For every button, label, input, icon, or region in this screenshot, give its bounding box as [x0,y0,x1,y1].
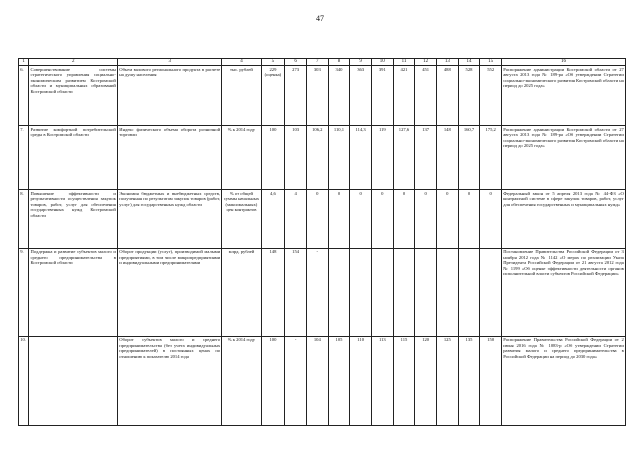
header-cell: 13 [436,59,458,66]
year-value-cell: 0 [328,190,350,248]
row-number: 10. [19,336,29,425]
year-value-cell: 127,6 [393,126,415,190]
year-value-cell: 421 [393,66,415,126]
row-number: 9. [19,248,29,336]
header-cell: 5 [261,59,285,66]
source-document-cell: Распоряжение администрации Костромской области от 27 августа 2013 года № 189-ра «Об утверждении Стратегии социально-экономического развития Костромской области на период до 2025 года» [502,126,626,190]
year-value-cell: 0 [480,190,502,248]
indicator-cell: Индекс физического объема оборота розничной торговли [118,126,222,190]
base-value-cell: 4,6 [261,190,285,248]
year-value-cell [436,248,458,336]
year-value-cell: 154 [285,248,307,336]
year-value-cell: 103 [285,126,307,190]
year-value-cell: 4 [285,190,307,248]
year-value-cell [328,248,350,336]
table-row [19,336,626,425]
indicator-cell: Оборот субъектов малого и среднего предпринимательства (без учета индивидуальных предпринимателей) в постоянных ценах по отношению к показателю 2014 года [118,336,222,425]
base-value-cell: 100 [261,336,285,425]
year-value-cell [480,248,502,336]
unit-cell: % к 2014 году [222,336,261,425]
year-value-cell [350,248,372,336]
year-value-cell: 115 [393,336,415,425]
year-value-cell: 137 [415,126,437,190]
year-value-cell: 552 [480,66,502,126]
row-number: 8. [19,190,29,248]
header-cell: 10 [371,59,393,66]
indicator-cell: Экономия бюджетных и внебюджетных средств, полученная по результатам закупок товаров (работ, услуг) для государственных нужд области [118,190,222,248]
indicators-table [18,58,626,426]
year-value-cell: 150 [480,336,502,425]
header-cell: 16 [502,59,626,66]
year-value-cell [371,248,393,336]
task-cell: Развитие комфортной потребительской среды в Костромской области [29,126,118,190]
header-cell: 2 [29,59,118,66]
year-value-cell: 110,1 [328,126,350,190]
header-cell: 7 [306,59,328,66]
year-value-cell: 0 [350,190,372,248]
base-value-cell: 229 (оценка) [261,66,285,126]
unit-cell: тыс. рублей [222,66,261,126]
unit-cell: % от общей суммы начальных (максимальных) цен контрактов [222,190,261,248]
page-number: 47 [316,14,324,23]
table-row [19,248,626,336]
header-cell: 11 [393,59,415,66]
year-value-cell: 0 [371,190,393,248]
year-value-cell: 273 [285,66,307,126]
header-cell: 15 [480,59,502,66]
header-cell: 9 [350,59,372,66]
year-value-cell: 125 [436,336,458,425]
header-cell: 6 [285,59,307,66]
year-value-cell: - [306,248,328,336]
unit-cell: % к 2014 году [222,126,261,190]
year-value-cell: - [285,336,307,425]
year-value-cell: 160,7 [458,126,480,190]
base-value-cell: 148 [261,248,285,336]
header-cell: 1 [19,59,29,66]
source-document-cell: Распоряжение Правительства Российской Федерации от 2 июня 2016 года № 1083-р «Об утверждении Стратегии развития малого и среднего предпринимательства в Российской Федерации на период до 2030 года» [502,336,626,425]
year-value-cell: 119 [371,126,393,190]
year-value-cell: 340 [328,66,350,126]
year-value-cell [393,248,415,336]
task-cell: Совершенствование системы стратегического управления социально-экономическим развитием Костромской области и муниципальных образований Костромской области [29,66,118,126]
year-value-cell: 0 [415,190,437,248]
indicator-cell: Объем валового регионального продукта в расчете на душу населения [118,66,222,126]
year-value-cell: 391 [371,66,393,126]
year-value-cell: 104 [306,336,328,425]
year-value-cell: 0 [306,190,328,248]
year-value-cell: 528 [458,66,480,126]
table-row [19,66,626,126]
header-cell: 8 [328,59,350,66]
year-value-cell: 0 [436,190,458,248]
source-document-cell: Постановление Правительства Российской Федерации от 3 ноября 2012 года № 1142 «О мерах по реализации Указа Президента Российской Федерации от 21 августа 2012 года № 1199 «Об оценке эффективности деятельности органов исполнительной власти субъектов Российской Федерации» [502,248,626,336]
year-value-cell: 488 [436,66,458,126]
year-value-cell: 106,2 [306,126,328,190]
year-value-cell: 120 [415,336,437,425]
source-document-cell: Распоряжение администрации Костромской области от 27 августа 2013 года № 189-ра «Об утверждении Стратегии социально-экономического развития Костромской области на период до 2025 года» [502,66,626,126]
year-value-cell: 0 [393,190,415,248]
task-cell [29,336,118,425]
header-cell: 12 [415,59,437,66]
year-value-cell: 303 [306,66,328,126]
task-cell: Поддержка и развитие субъектов малого и среднего предпринимательства в Костромской области [29,248,118,336]
indicator-cell: Оборот продукции (услуг), производимой малыми предприятиями, в том числе микропредприятиями и индивидуальными предпринимателями [118,248,222,336]
year-value-cell [458,248,480,336]
year-value-cell: 363 [350,66,372,126]
header-cell: 4 [222,59,261,66]
year-value-cell: 135 [458,336,480,425]
year-value-cell: 114,3 [350,126,372,190]
year-value-cell: 0 [458,190,480,248]
year-value-cell: 113 [371,336,393,425]
year-value-cell: 110 [350,336,372,425]
row-number: 7. [19,126,29,190]
table-row [19,190,626,248]
year-value-cell: 451 [415,66,437,126]
header-cell: 3 [118,59,222,66]
year-value-cell: 148 [436,126,458,190]
header-row [19,59,626,66]
row-number: 6. [19,66,29,126]
source-document-cell: Федеральный закон от 5 апреля 2013 года № 44-ФЗ «О контрактной системе в сфере закупок товаров, работ, услуг для обеспечения государственных и муниципальных нужд» [502,190,626,248]
task-cell: Повышение эффективности и результативности осуществления закупок товаров, работ, услуг для обеспечения государственных нужд Костромской области [29,190,118,248]
year-value-cell: 105 [328,336,350,425]
table-row [19,126,626,190]
unit-cell: млрд. рублей [222,248,261,336]
header-cell: 14 [458,59,480,66]
base-value-cell: 100 [261,126,285,190]
year-value-cell [415,248,437,336]
year-value-cell: 175,2 [480,126,502,190]
